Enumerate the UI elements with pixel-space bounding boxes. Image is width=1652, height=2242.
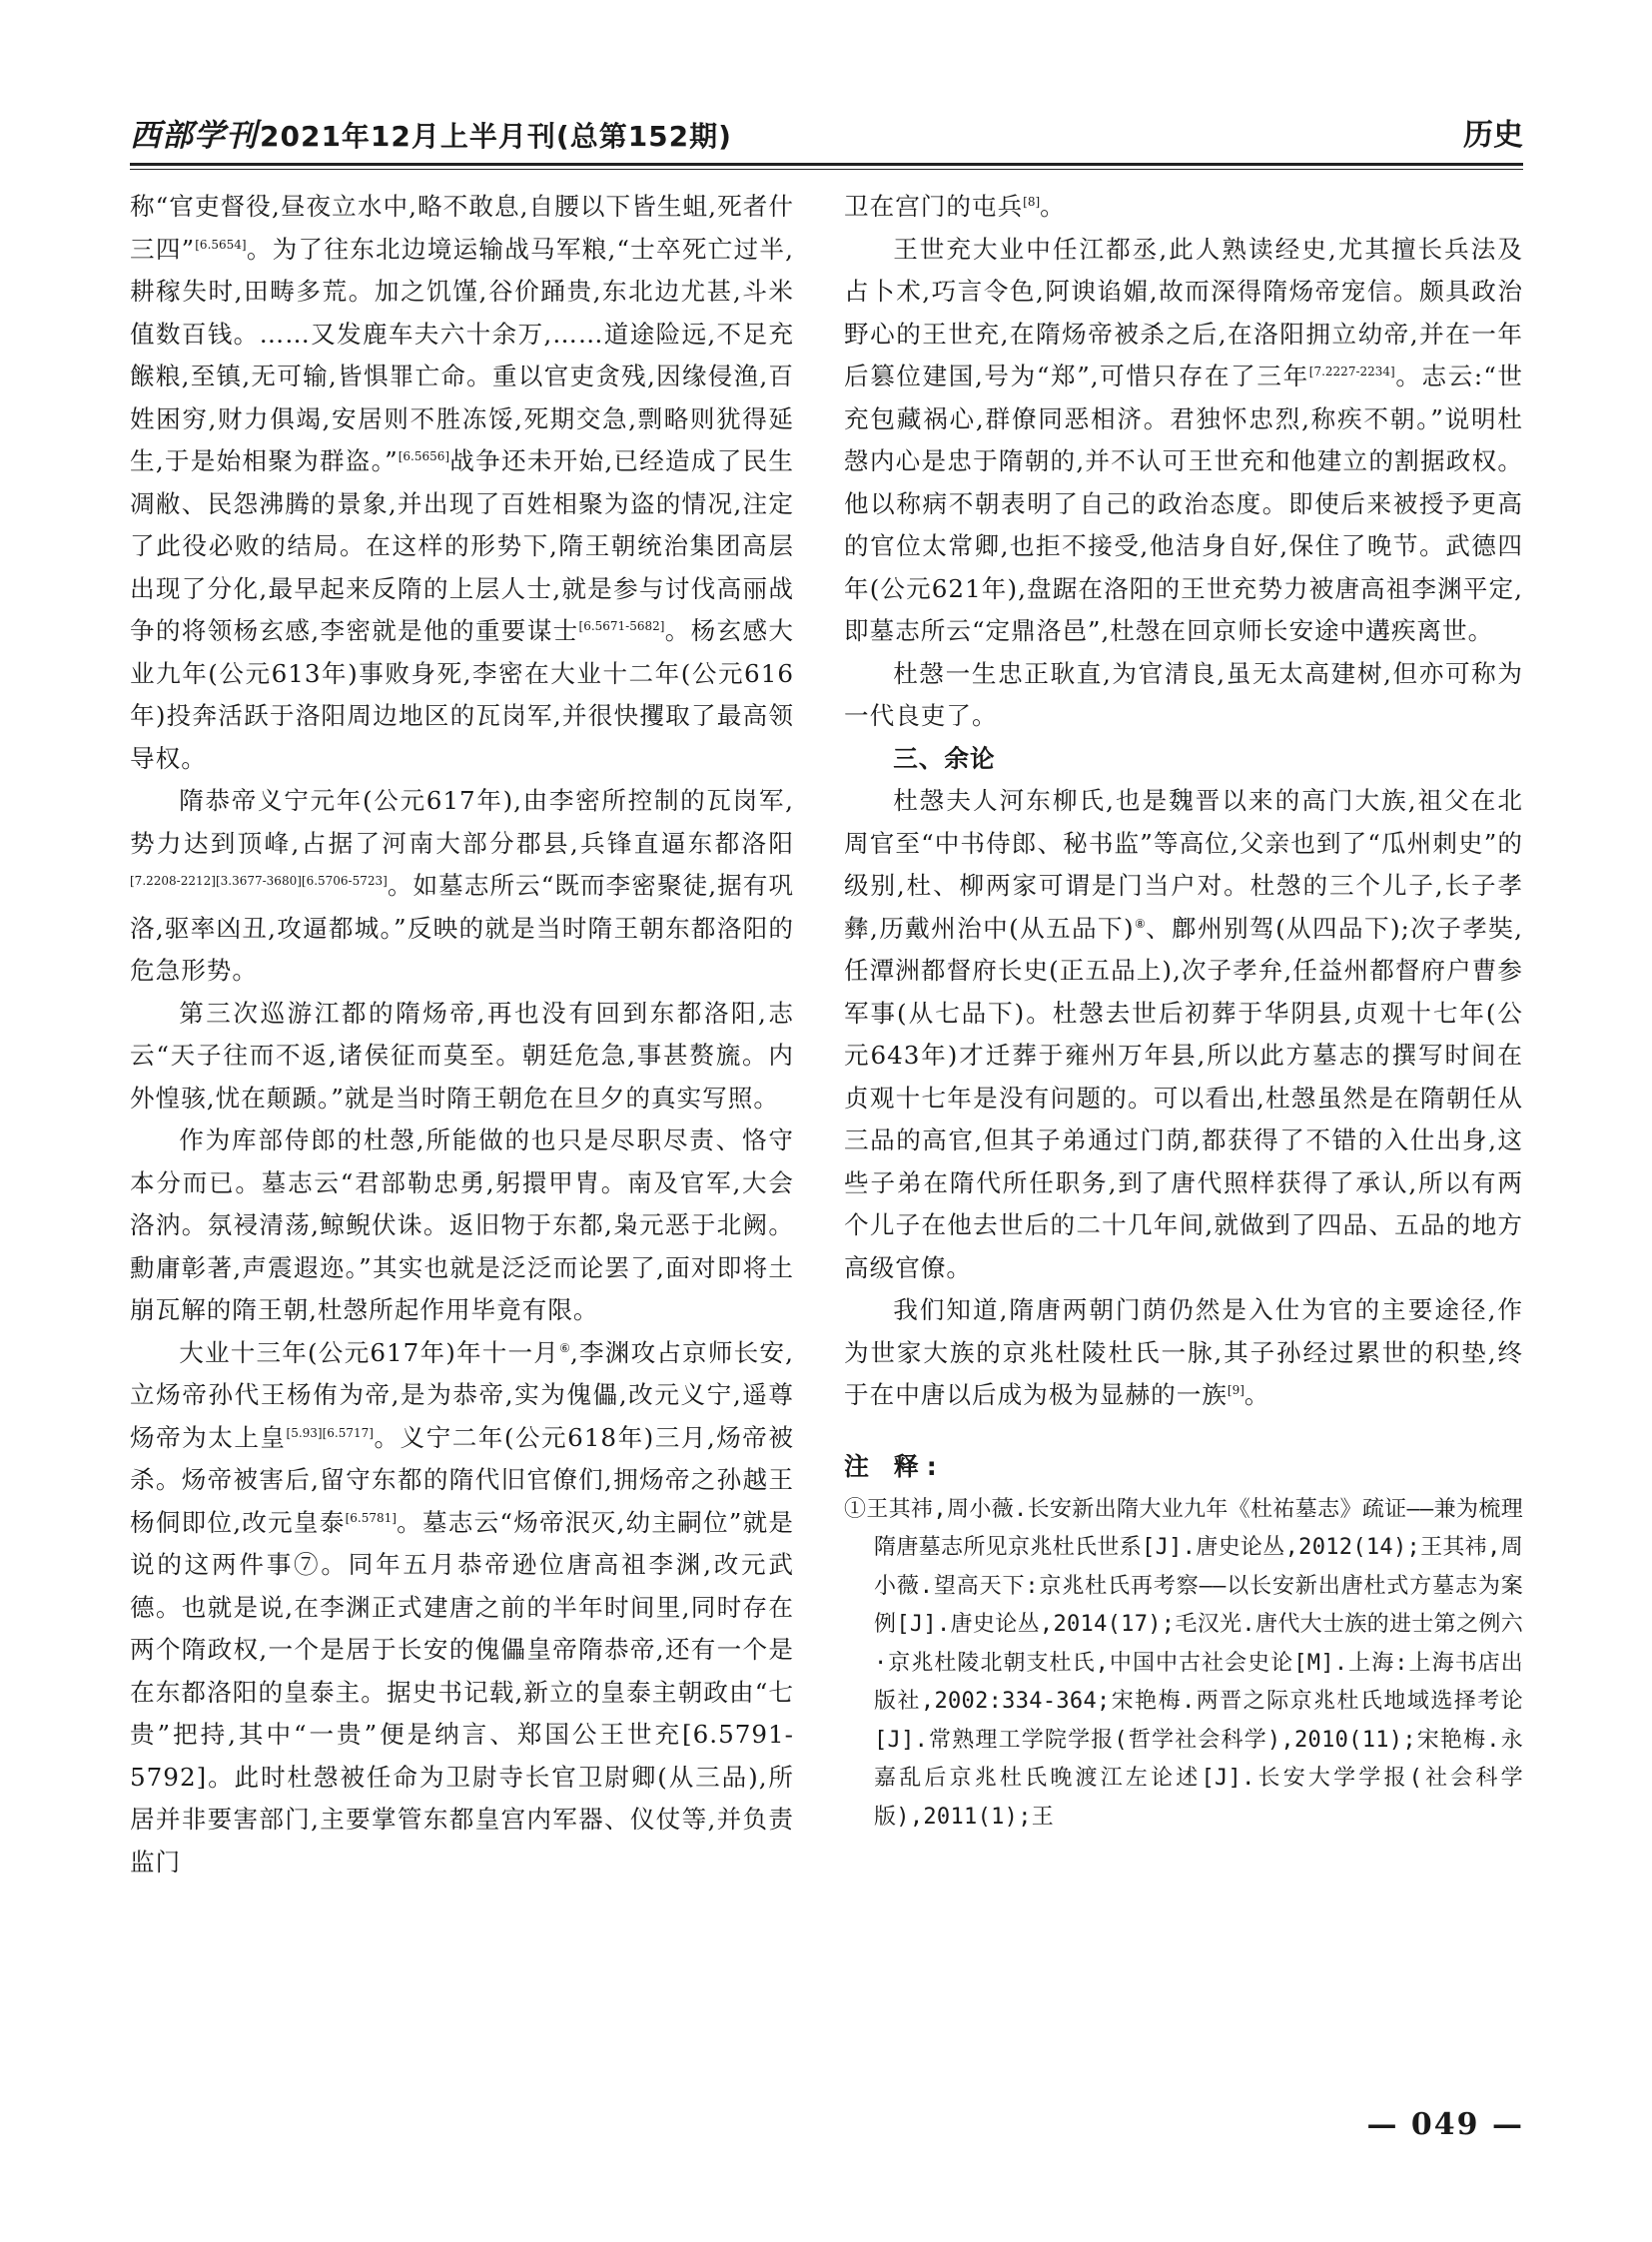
citation-ref: [6.5671-5682] (578, 618, 665, 633)
header-rule-thin (130, 169, 1523, 170)
paragraph-text: 第三次巡游江都的隋炀帝,再也没有回到东都洛阳,志云“天子往而不返,诸侯征而莫至。朝廷危急,事甚赘旒。内外惶骇,忧在颠踬。”就是当时隋王朝危在旦夕的真实写照。 (130, 998, 794, 1113)
section-label: 历史 (1463, 118, 1523, 153)
note-item: ①王其祎,周小薇.长安新出隋大业九年《杜祐墓志》疏证——兼为梳理隋唐墓志所见京兆杜氏世系[J].唐史论丛,2012(14);王其祎,周小薇.望高天下:京兆杜氏再考察——以长安新出唐杜式方墓志为案例[J].唐史论丛,2014(17);毛汉光.唐代大士族的进士第之例六·京兆杜陵北朝支杜氏,中国中古社会史论[M].上海:上海书店出版社,2002:334-364;宋艳梅.两晋之际京兆杜氏地域选择考论[J].常熟理工学院学报(哲学社会科学),2010(11);宋艳梅.永嘉乱后京兆杜氏晚渡江左论述[J].长安大学学报(社会科学版),2011(1);王 (844, 1496, 1523, 1830)
header-rule (130, 163, 1523, 166)
citation-ref: [6.5654] (195, 237, 247, 252)
paragraph-text: 。如墓志所云“既而李密聚徒,据有巩洛,驱率凶丑,攻逼都城。”反映的就是当时隋王朝东都洛阳的危急形势。 (130, 871, 794, 985)
paragraph-text: 。志云:“世充包藏祸心,群僚同恶相济。君独怀忠烈,称疾不朝。”说明杜愨内心是忠于隋朝的,并不认可王世充和他建立的割据政权。他以称病不朝表明了自己的政治态度。即使后来被授予更高的官位太常卿,也拒不接受,他洁身自好,保住了晚节。武德四年(公元621年),盘踞在洛阳的王世充势力被唐高祖李渊平定,即墓志所云“定鼎洛邑”,杜愨在回京师长安途中遘疾离世。 (844, 362, 1523, 645)
citation-ref: [5.93][6.5717] (286, 1425, 374, 1440)
paragraph-text: 、鄜州别驾(从四品下);次子孝奘,任潭洲都督府长史(正五品上),次子孝弁,任益州都督府户曹参军事(从七品下)。杜愨去世后初葬于华阴县,贞观十七年(公元643年)才迁葬于雍州万年县,所以此方墓志的撰写时间在贞观十七年是没有问题的。可以看出,杜愨虽然是在隋朝任从三品的高官,但其子弟通过门荫,都获得了不错的入仕出身,这些子弟在隋代所任职务,到了唐代照样获得了承认,所以有两个儿子在他去世后的二十几年间,就做到了四品、五品的地方高级官僚。 (844, 913, 1523, 1282)
running-header (130, 110, 1523, 162)
section-heading (844, 738, 1523, 781)
left-column (130, 186, 794, 1883)
page-number: — 049 — (1366, 2107, 1524, 2142)
paragraph-text: 王世充大业中任江都丞,此人熟读经史,尤其擅长兵法及占卜术,巧言令色,阿谀谄媚,故而深得隋炀帝宠信。颇具政治野心的王世充,在隋炀帝被杀之后,在洛阳拥立幼帝,并在一年后篡位建国,号为“郑”,可惜只存在了三年 (844, 234, 1523, 390)
journal-issue-line (130, 110, 732, 163)
paragraph-text: 作为库部侍郎的杜愨,所能做的也只是尽职尽责、恪守本分而已。墓志云“君部勒忠勇,躬擐甲胄。南及官军,大会洛汭。氛祲清荡,鲸鲵伏诛。返旧物于东都,枭元恶于北阙。勳庸彰著,声震遐迩。”其实也就是泛泛而论罢了,面对即将土崩瓦解的隋王朝,杜愨所起作用毕竟有限。 (130, 1125, 794, 1324)
paragraph-text: 大业十三年(公元617年)年十一月 (179, 1337, 560, 1367)
paragraph-text: 。墓志云“炀帝泯灭,幼主嗣位”就是说的这两件事⑦。同年五月恭帝逊位唐高祖李渊,改元武德。也就是说,在李渊正式建唐之前的半年时间里,同时存在两个隋政权,一个是居于长安的傀儡皇帝隋恭帝,还有一个是在东都洛阳的皇泰主。据史书记载,新立的皇泰主朝政由“七贵”把持,其中“一贵”便是纳言、郑国公王世充[6.5791-5792]。此时杜愨被任命为卫尉寺长官卫尉卿(从三品),所居并非要害部门,主要掌管东都皇宫内军器、仪仗等,并负责监门 (130, 1507, 794, 1876)
paragraph (844, 186, 1523, 229)
paragraph-text: 战争还未开始,已经造成了民生凋敝、民怨沸腾的景象,并出现了百姓相聚为盗的情况,注定了此役必败的结局。在这样的形势下,隋王朝统治集团高层出现了分化,最早起来反隋的上层人士,就是参与讨伐高丽战争的将领杨玄感,李密就是他的重要谋士 (130, 446, 794, 645)
paragraph-text: 。 (1040, 192, 1066, 221)
paragraph-text: 隋恭帝义宁元年(公元617年),由李密所控制的瓦岗军,势力达到顶峰,占据了河南大部分郡县,兵锋直逼东都洛阳 (130, 786, 794, 858)
paragraph-text: 。为了往东北边境运输战马军粮,“士卒死亡过半,耕稼失时,田畴多荒。加之饥馑,谷价踊贵,东北边尤甚,斗米值数百钱。……又发鹿车夫六十余万,……道途险远,不足充餱粮,至镇,无可输,皆惧罪亡命。重以官吏贪残,因缘侵渔,百姓困穷,财力俱竭,安居则不胜冻馁,死期交急,剽略则犹得延生,于是始相聚为群盗。” (130, 234, 794, 475)
paragraph-text: 杜愨一生忠正耿直,为官清良,虽无太高建树,但亦可称为一代良吏了。 (844, 658, 1523, 730)
citation-ref: [6.5656] (398, 448, 450, 463)
paragraph (844, 780, 1523, 1289)
issue-info: 2021年12月上半月刊(总第152期) (260, 120, 732, 153)
notes-title: 注 释: (844, 1451, 945, 1481)
citation-ref: [7.2227-2234] (1308, 364, 1395, 378)
citation-ref: [6.5781] (345, 1510, 397, 1525)
paragraph (844, 1289, 1523, 1417)
paragraph-text: 卫在宫门的屯兵 (844, 192, 1024, 221)
journal-logo: 西部学刊 (130, 118, 258, 154)
citation-ref: [8] (1023, 194, 1041, 209)
citation-ref: ⑧ (1134, 916, 1147, 931)
paragraph-text: 我们知道,隋唐两朝门荫仍然是入仕为官的主要途径,作为世家大族的京兆杜陵杜氏一脉,其子孙经过累世的积垫,终于在中唐以后成为极为显赫的一族 (844, 1295, 1523, 1409)
citation-ref: [7.2208-2212][3.3677-3680][6.5706-5723] (130, 873, 388, 888)
paragraph-text: 三、余论 (893, 743, 996, 773)
paragraph-text: 。义宁二年(公元618年)三月,炀帝被杀。炀帝被害后,留守东都的隋代旧官僚们,拥炀帝之孙越王杨侗即位,改元皇泰 (130, 1422, 794, 1537)
paragraph-text: ,李渊攻占京师长安,立炀帝孙代王杨侑为帝,是为恭帝,实为傀儡,改元义宁,遥尊炀帝为太上皇 (130, 1337, 794, 1452)
paragraph-text: 。 (1243, 1380, 1270, 1409)
paragraph (844, 229, 1523, 653)
citation-ref: [9] (1227, 1382, 1244, 1397)
paragraph-text: 称“官吏督役,昼夜立水中,略不敢息,自腰以下皆生蛆,死者什三四” (130, 192, 794, 264)
paragraph (130, 780, 794, 993)
notes-list (844, 1491, 1523, 1838)
right-column (844, 186, 1523, 1837)
paragraph-text: 。杨玄感大业九年(公元613年)事败身死,李密在大业十二年(公元616年)投奔活跃于洛阳周边地区的瓦岗军,并很快攫取了最高领导权。 (130, 616, 794, 773)
paragraph (130, 1120, 794, 1332)
paragraph-text: 杜愨夫人河东柳氏,也是魏晋以来的高门大族,祖父在北周官至“中书侍郎、秘书监”等高位,父亲也到了“瓜州刺史”的级别,杜、柳两家可谓是门当户对。杜愨的三个儿子,长子孝彝,历戴州治中(从五品下) (844, 786, 1523, 943)
paragraph (844, 653, 1523, 738)
paragraph (130, 1332, 794, 1884)
citation-ref: ⑥ (559, 1340, 571, 1355)
paragraph (130, 993, 794, 1121)
paragraph (130, 186, 794, 780)
